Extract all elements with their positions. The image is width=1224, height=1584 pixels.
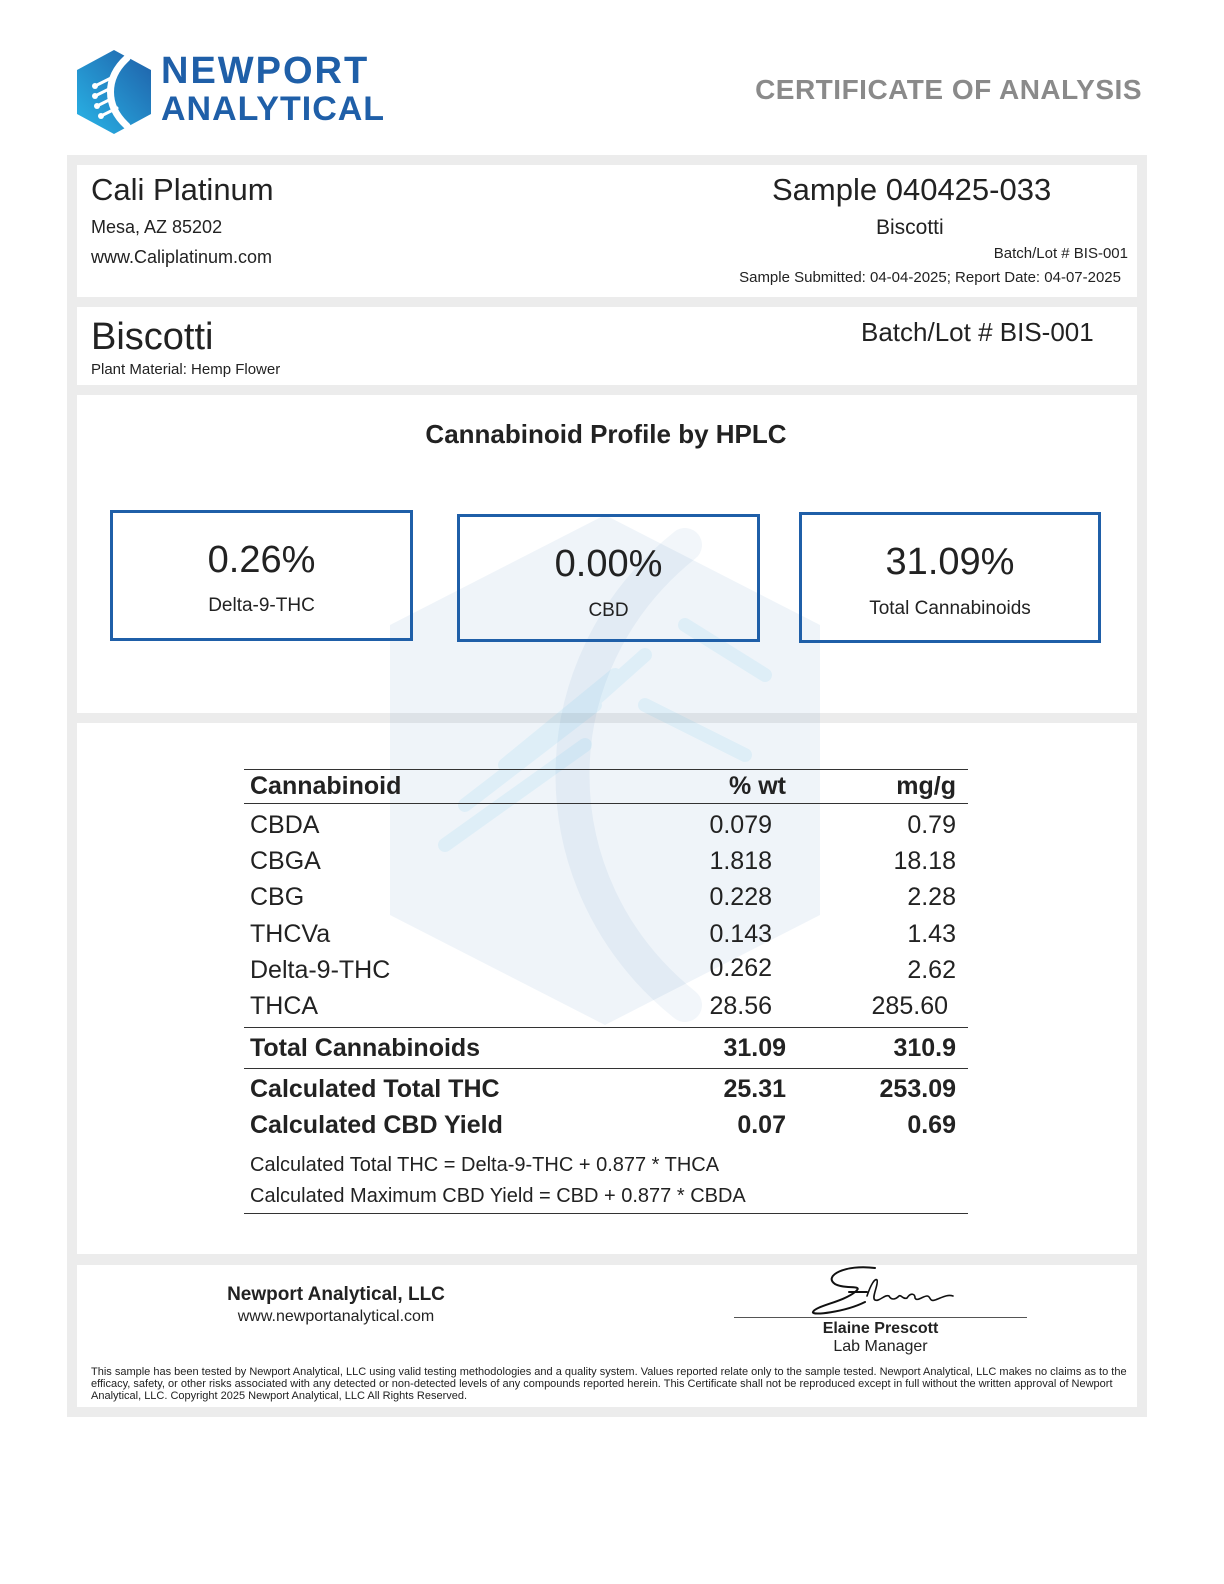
- table-row: [250, 883, 962, 919]
- cell-pct: 0.07: [737, 1111, 786, 1139]
- sample-product: Biscotti: [876, 216, 944, 239]
- table-top-rule: [244, 769, 968, 770]
- cell-pct: 28.56: [709, 992, 772, 1020]
- stat-label: Total Cannabinoids: [869, 598, 1031, 619]
- product-batch: Batch/Lot # BIS-001: [861, 317, 1094, 347]
- disclaimer-text: This sample has been tested by Newport Analytical, LLC using valid testing methodologies and a quality system. Values reported relate only to the sample tested. Newport Analytical, LLC makes no claims as to the efficacy, safety, or other risks associated with any detected or non-detected levels of any compounds reported herein. This Certificate shall not be reproduced except in full without the written approval of Newport Analytical, LLC. Copyright 2025 Newport Analytical, LLC All Rights Reserved.: [91, 1366, 1127, 1402]
- cell-mg: 310.9: [893, 1034, 956, 1062]
- table-header-rule: [244, 803, 968, 804]
- client-website: www.Caliplatinum.com: [91, 247, 273, 267]
- stat-value: 31.09%: [885, 541, 1015, 583]
- signature-image: [805, 1262, 965, 1318]
- cell-name: Total Cannabinoids: [250, 1034, 481, 1062]
- client-city: Mesa, AZ 85202: [91, 217, 223, 237]
- stat-label: Delta-9-THC: [208, 595, 315, 616]
- sample-dates: Sample Submitted: 04-04-2025; Report Date: 04-07-2025: [739, 269, 1121, 286]
- table-row: [250, 847, 962, 883]
- stat-box-total: [799, 512, 1101, 643]
- cell-mg: 285.60: [871, 992, 948, 1020]
- formula-thc: Calculated Total THC = Delta-9-THC + 0.877 * THCA: [250, 1154, 720, 1176]
- cell-pct: 0.143: [709, 920, 772, 948]
- cell-pct: 0.079: [709, 811, 772, 839]
- stat-value: 0.00%: [554, 543, 663, 585]
- lab-website: www.newportanalytical.com: [237, 1308, 435, 1325]
- brand-name-line1: NEWPORT: [161, 50, 370, 92]
- cell-pct: 0.262: [709, 954, 772, 982]
- cell-mg: 2.28: [907, 883, 956, 911]
- cell-pct: 31.09: [723, 1034, 786, 1062]
- cell-name: CBG: [250, 883, 305, 911]
- profile-title: Cannabinoid Profile by HPLC: [425, 419, 787, 449]
- brand-logo: [75, 48, 386, 138]
- stat-value: 0.26%: [207, 539, 316, 581]
- lab-company-name: Newport Analytical, LLC: [227, 1284, 445, 1305]
- cell-name: Delta-9-THC: [250, 956, 391, 984]
- product-name: Biscotti: [91, 316, 214, 358]
- signer-name: Elaine Prescott: [822, 1320, 939, 1337]
- cell-mg: 0.79: [907, 811, 956, 839]
- formula-cbd: Calculated Maximum CBD Yield = CBD + 0.877 * CBDA: [250, 1185, 746, 1207]
- table-row: [250, 956, 962, 992]
- document-title: CERTIFICATE OF ANALYSIS: [755, 74, 1142, 105]
- cell-mg: 2.62: [907, 956, 956, 984]
- cell-pct: 0.228: [709, 883, 772, 911]
- cell-mg: 1.43: [907, 920, 956, 948]
- brand-name-line2: ANALYTICAL: [161, 90, 386, 128]
- signer-title: Lab Manager: [833, 1338, 928, 1355]
- cell-name: CBGA: [250, 847, 321, 875]
- cell-mg: 0.69: [907, 1111, 956, 1139]
- column-header: Cannabinoid: [250, 772, 402, 800]
- table-calc-rule: [244, 1068, 968, 1069]
- table-calc-thc-row: [250, 1075, 962, 1111]
- table-total-rule: [244, 1027, 968, 1028]
- stat-box-cbd: [457, 514, 760, 642]
- cell-pct: 25.31: [723, 1075, 786, 1103]
- cell-name: THCVa: [250, 920, 331, 948]
- sample-id: Sample 040425-033: [772, 172, 1052, 207]
- client-name: Cali Platinum: [91, 172, 274, 207]
- cell-name: THCA: [250, 992, 319, 1020]
- table-row: [250, 920, 962, 956]
- cell-name: CBDA: [250, 811, 320, 839]
- column-header: mg/g: [896, 772, 956, 800]
- cell-name: Calculated Total THC: [250, 1075, 500, 1103]
- cell-pct: 1.818: [709, 847, 772, 875]
- cell-name: Calculated CBD Yield: [250, 1111, 503, 1139]
- sample-batch: Batch/Lot # BIS-001: [993, 245, 1128, 262]
- cell-mg: 253.09: [879, 1075, 956, 1103]
- table-row: [250, 992, 962, 1028]
- signature-line: [734, 1317, 1027, 1318]
- column-header: % wt: [729, 772, 786, 800]
- product-material: Plant Material: Hemp Flower: [91, 361, 281, 378]
- dna-hexagon-icon: [75, 48, 153, 136]
- table-total-row: [250, 1034, 962, 1070]
- table-bottom-rule: [244, 1213, 968, 1214]
- stat-label: CBD: [588, 600, 629, 621]
- table-row: [250, 811, 962, 847]
- table-calc-cbd-row: [250, 1111, 962, 1147]
- stat-box-delta9: [110, 510, 413, 641]
- cell-mg: 18.18: [893, 847, 956, 875]
